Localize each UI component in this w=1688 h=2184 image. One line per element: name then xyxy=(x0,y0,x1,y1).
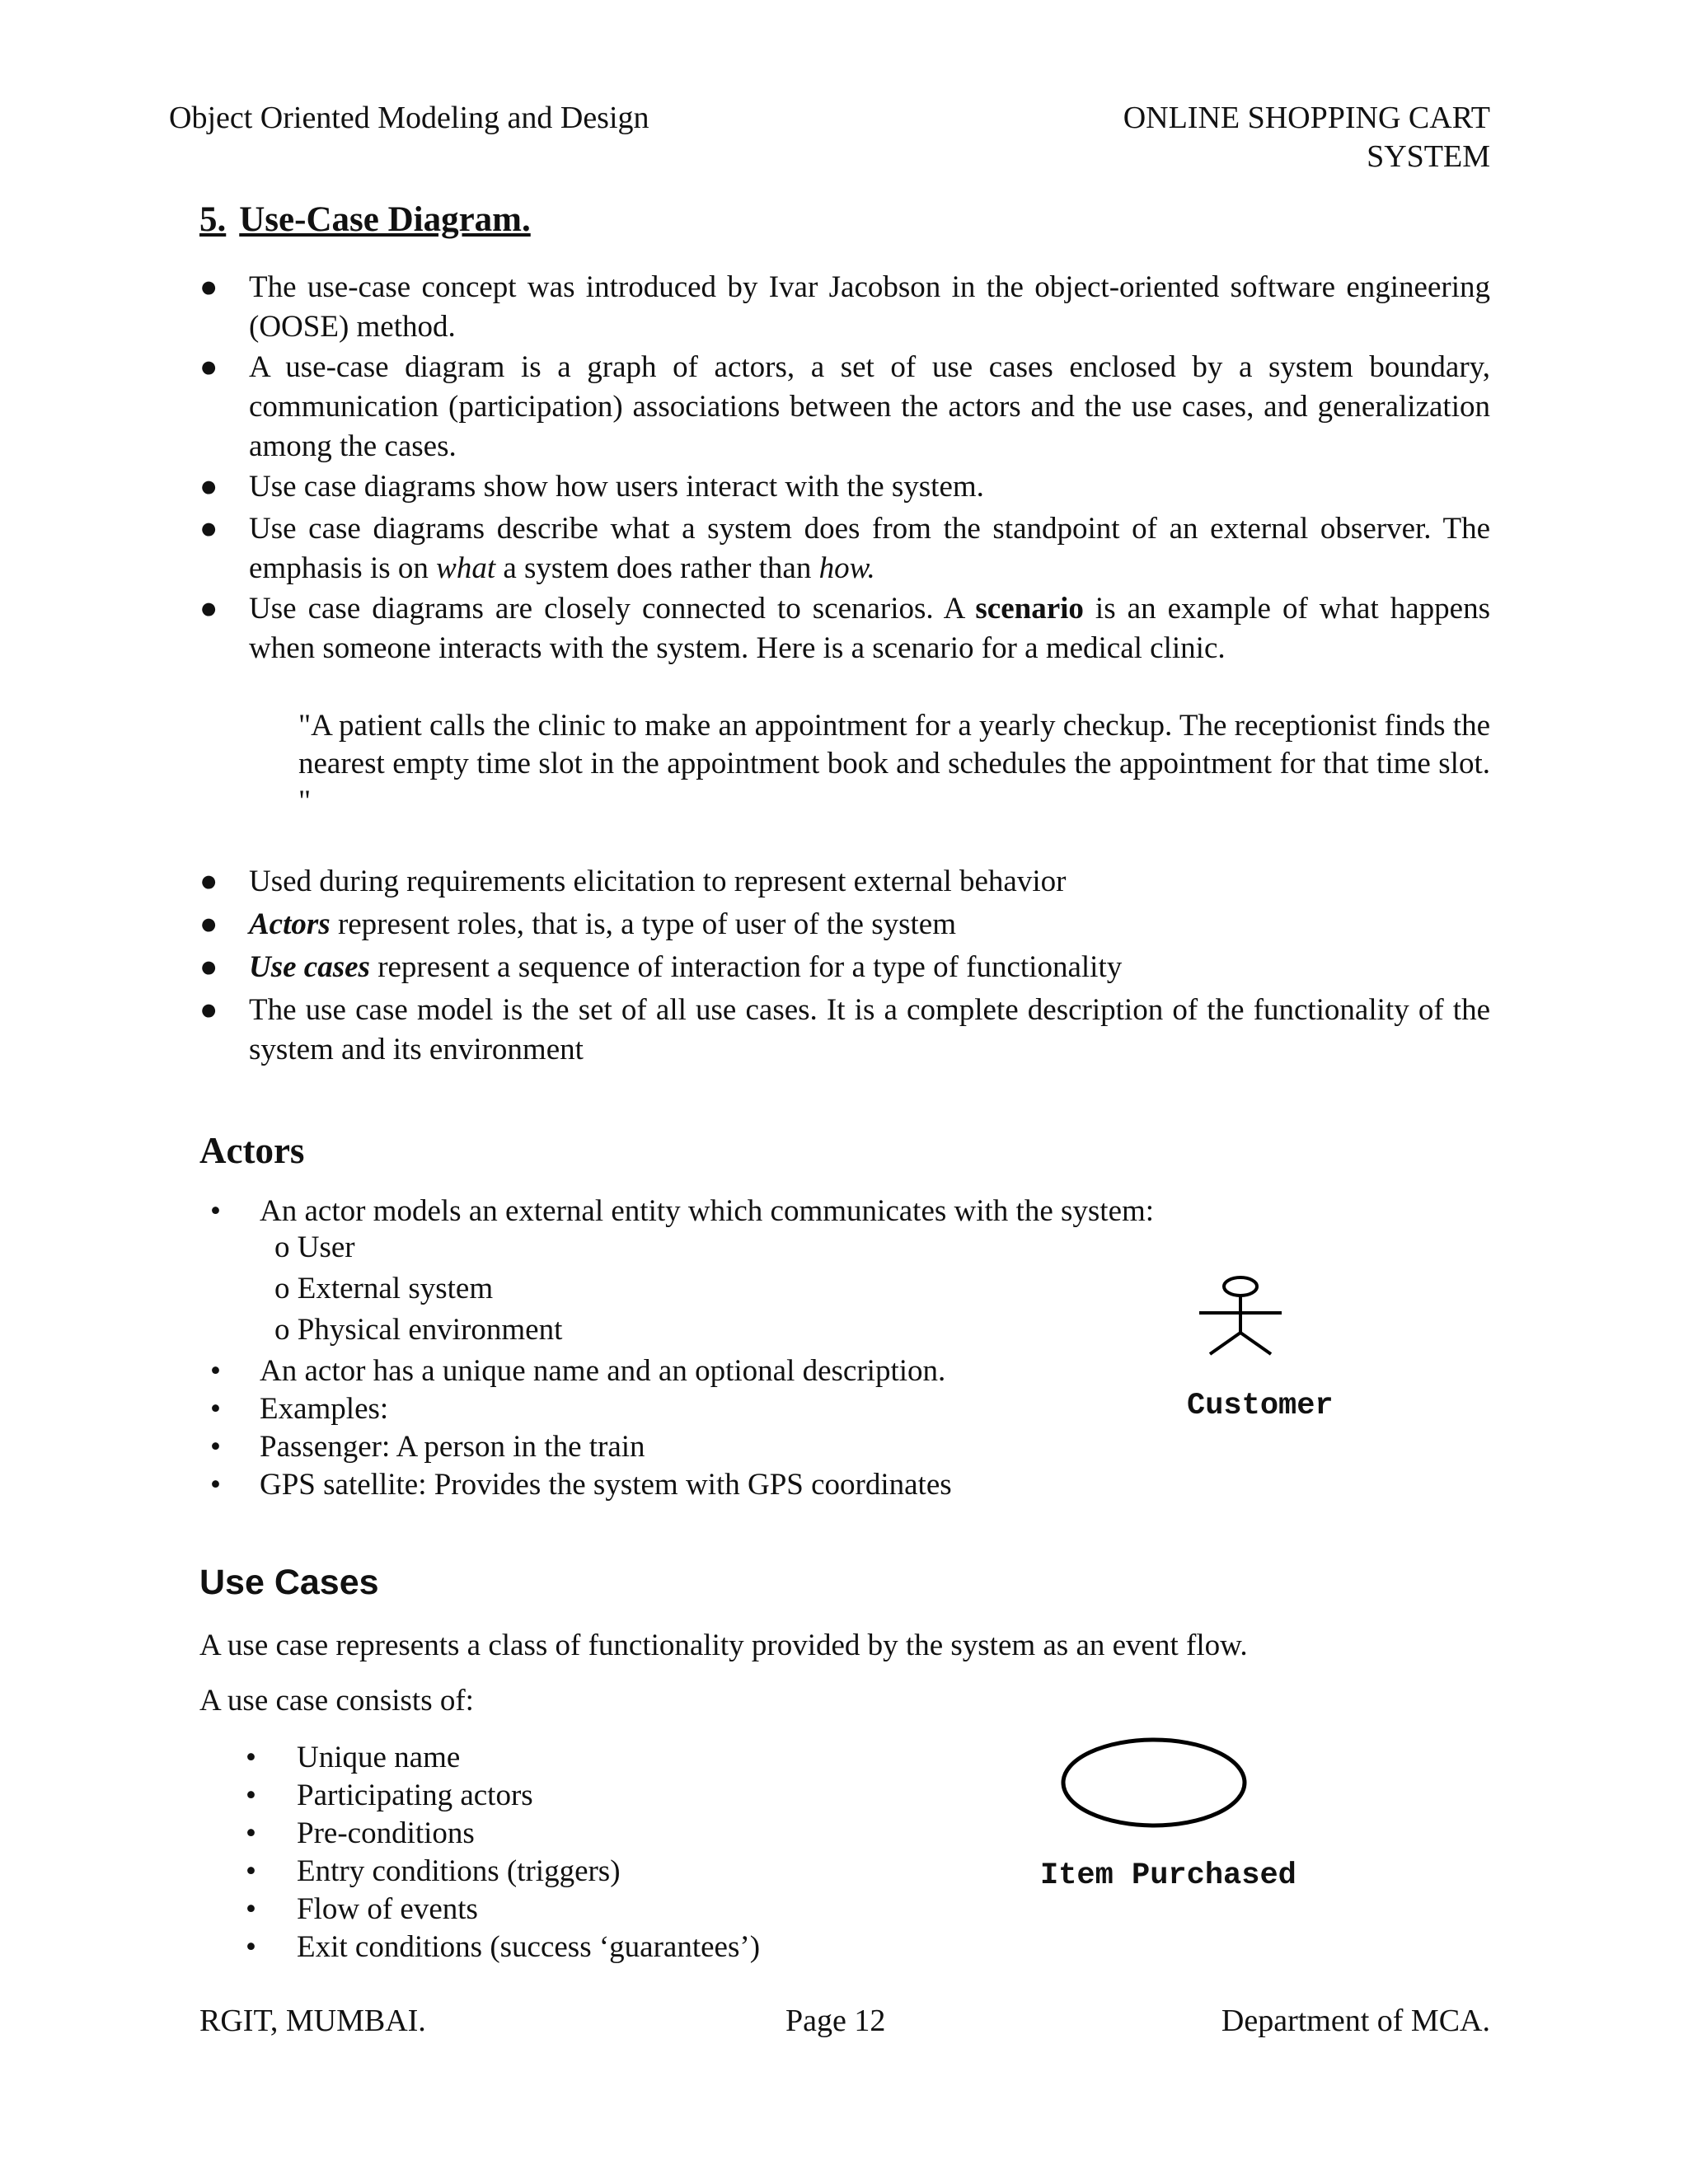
section-title-text: Use-Case Diagram. xyxy=(239,200,531,239)
circle-bullet-icon: o xyxy=(274,1313,290,1347)
bullet-icon: ● xyxy=(199,592,218,626)
use-cases-paragraph: A use case represents a class of functionality provided by the system as an event flow. xyxy=(199,1629,1248,1662)
scenario-quote: "A patient calls the clinic to make an appointment for a yearly checkup. The receptionist finds the nearest empty time slot in the appointment book and schedules the appointment for that time slot. " xyxy=(298,709,1490,818)
bullet-icon: • xyxy=(246,1741,256,1774)
actor-item: • Examples: xyxy=(210,1390,1117,1428)
bullet-item: ● Use case diagrams show how users interact with the system. xyxy=(199,467,1490,507)
bullet-item: ● The use-case concept was introduced by Ivar Jacobson in the object-oriented software engineering (OOSE) method. xyxy=(199,268,1490,347)
bullet-icon: ● xyxy=(199,512,218,546)
header-left: Object Oriented Modeling and Design xyxy=(169,101,649,135)
actors-heading: Actors xyxy=(199,1130,305,1171)
bullet-icon: • xyxy=(210,1430,221,1464)
bullet-item: ● Use case diagrams describe what a system does from the standpoint of an external observer. The emphasis is on what a system does rather than how. xyxy=(199,509,1490,588)
bullet-item: ● A use-case diagram is a graph of actors, a set of use cases enclosed by a system boundary, communication (participation) associations between the actors and the use cases, and generalization among the cases. xyxy=(199,348,1490,466)
bullet-icon: • xyxy=(246,1816,256,1850)
bullet-icon: ● xyxy=(199,470,218,504)
bullet-icon: • xyxy=(246,1854,256,1888)
bullet-icon: ● xyxy=(199,950,218,984)
bullet-icon: • xyxy=(246,1779,256,1812)
bullet-icon: ● xyxy=(199,865,218,898)
bullet-icon: • xyxy=(246,1892,256,1926)
bullet-item: ● Use cases represent a sequence of interaction for a type of functionality xyxy=(199,948,1490,987)
footer-right: Department of MCA. xyxy=(1221,2004,1490,2038)
header-right-line1: ONLINE SHOPPING CART xyxy=(1123,101,1490,135)
use-case-item: • Exit conditions (success ‘guarantees’) xyxy=(246,1929,987,1966)
actor-figure-label: Customer xyxy=(1187,1389,1334,1423)
section-number: 5. xyxy=(199,200,227,239)
use-cases-heading: Use Cases xyxy=(199,1563,379,1602)
bullet-item: ● Actors represent roles, that is, a type of user of the system xyxy=(199,905,1490,944)
actor-item: • An actor models an external entity which communicates with the system: xyxy=(210,1193,1282,1230)
actor-subitem: o External system xyxy=(274,1272,494,1305)
use-case-figure-label: Item Purchased xyxy=(1040,1858,1296,1893)
actor-item: • Passenger: A person in the train xyxy=(210,1428,1117,1466)
use-case-ellipse-icon xyxy=(1055,1735,1253,1834)
bullet-icon: ● xyxy=(199,270,218,304)
bullet-icon: ● xyxy=(199,993,218,1027)
section-title xyxy=(199,199,531,240)
bullet-item: ● Use case diagrams are closely connected to scenarios. A scenario is an example of what happens when someone interacts with the system. Here is a scenario for a medical clinic. xyxy=(199,589,1490,668)
use-case-item: • Entry conditions (triggers) xyxy=(246,1853,987,1891)
bullet-icon: • xyxy=(246,1930,256,1964)
bullet-icon: • xyxy=(210,1392,221,1426)
bullet-icon: ● xyxy=(199,907,218,941)
bullet-icon: ● xyxy=(199,350,218,384)
use-case-item: • Unique name xyxy=(246,1739,987,1777)
bullet-icon: • xyxy=(210,1468,221,1502)
use-case-item: • Flow of events xyxy=(246,1891,987,1929)
bullet-icon: • xyxy=(210,1354,221,1388)
actor-item: • An actor has a unique name and an optional description. xyxy=(210,1352,1117,1390)
actor-subitem: o Physical environment xyxy=(274,1313,563,1347)
actor-subitem: o User xyxy=(274,1230,355,1264)
footer-left: RGIT, MUMBAI. xyxy=(199,2004,426,2038)
actor-item: • GPS satellite: Provides the system with GPS coordinates xyxy=(210,1466,1117,1504)
bullet-icon: • xyxy=(210,1194,221,1228)
circle-bullet-icon: o xyxy=(274,1230,290,1264)
circle-bullet-icon: o xyxy=(274,1272,290,1305)
use-cases-paragraph: A use case consists of: xyxy=(199,1684,474,1718)
bullet-item: ● Used during requirements elicitation to represent external behavior xyxy=(199,862,1490,902)
header-right-line2: SYSTEM xyxy=(1367,139,1490,174)
actor-stick-figure-icon xyxy=(1187,1273,1294,1372)
use-case-item: • Pre-conditions xyxy=(246,1815,987,1853)
use-case-item: • Participating actors xyxy=(246,1777,987,1815)
header-right xyxy=(913,99,1490,176)
footer-page-number: Page 12 xyxy=(785,2004,886,2038)
bullet-item: ● The use case model is the set of all use cases. It is a complete description of the functionality of the system and its environment xyxy=(199,991,1490,1070)
